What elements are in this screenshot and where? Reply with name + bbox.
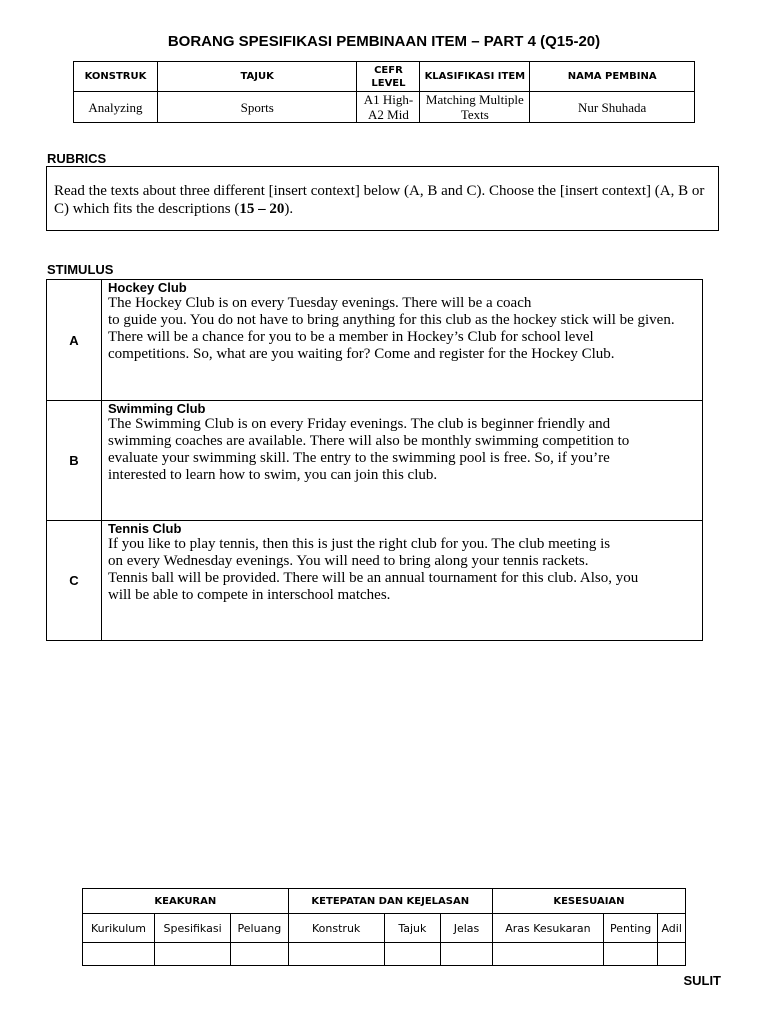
rubrics-heading: RUBRICS <box>47 151 107 166</box>
eval-cell-aras-kesukaran[interactable] <box>492 943 603 966</box>
footer-classification: SULIT <box>683 973 721 988</box>
eval-group-keakuran: KEAKURAN <box>83 889 289 914</box>
spec-header-tajuk: TAJUK <box>157 62 357 92</box>
spec-value-cefr: A1 High-A2 Mid <box>357 92 420 123</box>
eval-criteria-penting: Penting <box>603 914 657 943</box>
club-text-line: will be able to compete in interschool matches. <box>108 587 391 603</box>
stimulus-row-b <box>47 401 703 521</box>
eval-group-kesesuaian: KESESUAIAN <box>492 889 685 914</box>
rubrics-question-range: 15 – 20 <box>239 201 285 217</box>
eval-cell-konstruk[interactable] <box>288 943 384 966</box>
stimulus-heading: STIMULUS <box>47 262 114 277</box>
eval-criteria-spesifikasi: Spesifikasi <box>155 914 231 943</box>
rubrics-box <box>46 166 719 231</box>
club-title-swimming: Swimming Club <box>108 401 206 416</box>
club-text-line: to guide you. You do not have to bring anything for this club as the hockey stick will be given. <box>108 312 675 328</box>
rubrics-text-end: ). <box>284 201 294 217</box>
stimulus-letter-c: C <box>47 521 102 641</box>
eval-cell-tajuk[interactable] <box>384 943 441 966</box>
club-text-line: There will be a chance for you to be a member in Hockey’s Club for school level <box>108 329 594 345</box>
eval-criteria-jelas: Jelas <box>441 914 493 943</box>
club-text-line: evaluate your swimming skill. The entry to the swimming pool is free. So, if you’re <box>108 450 610 466</box>
eval-criteria-tajuk: Tajuk <box>384 914 441 943</box>
eval-cell-peluang[interactable] <box>231 943 289 966</box>
stimulus-table <box>46 279 703 641</box>
eval-criteria-aras-kesukaran: Aras Kesukaran <box>492 914 603 943</box>
club-text-line: on every Wednesday evenings. You will need to bring along your tennis rackets. <box>108 553 589 569</box>
spec-value-klasifikasi: Matching Multiple Texts <box>420 92 530 123</box>
eval-cell-penting[interactable] <box>603 943 657 966</box>
club-text-line: The Hockey Club is on every Tuesday evenings. There will be a coach <box>108 295 532 311</box>
stimulus-text-a <box>102 280 703 401</box>
club-text-line: Tennis ball will be provided. There will be an annual tournament for this club. Also, you <box>108 570 639 586</box>
rubrics-text: Read the texts about three different [insert context] below (A, B and C). Choose the [insert context] (A, B or C) which fits the descriptions ( <box>54 183 705 217</box>
club-title-hockey: Hockey Club <box>108 280 187 295</box>
eval-group-ketepatan: KETEPATAN DAN KEJELASAN <box>288 889 492 914</box>
spec-header-nama-pembina: NAMA PEMBINA <box>530 62 695 92</box>
spec-value-konstruk: Analyzing <box>74 92 158 123</box>
eval-cell-adil[interactable] <box>658 943 686 966</box>
spec-value-row <box>74 92 695 123</box>
stimulus-letter-b: B <box>47 401 102 521</box>
evaluation-criteria-row <box>83 914 686 943</box>
stimulus-letter-a: A <box>47 280 102 401</box>
spec-header-row <box>74 62 695 92</box>
spec-table <box>73 61 695 123</box>
club-text-line: swimming coaches are available. There will also be monthly swimming competition to <box>108 433 630 449</box>
spec-value-nama-pembina: Nur Shuhada <box>530 92 695 123</box>
club-text-line: If you like to play tennis, then this is just the right club for you. The club meeting is <box>108 536 611 552</box>
evaluation-table <box>82 888 686 966</box>
stimulus-row-c <box>47 521 703 641</box>
stimulus-text-c <box>102 521 703 641</box>
club-text-line: interested to learn how to swim, you can join this club. <box>108 467 438 483</box>
club-title-tennis: Tennis Club <box>108 521 182 536</box>
eval-criteria-adil: Adil <box>658 914 686 943</box>
eval-criteria-kurikulum: Kurikulum <box>83 914 155 943</box>
evaluation-entry-row <box>83 943 686 966</box>
eval-cell-spesifikasi[interactable] <box>155 943 231 966</box>
spec-header-klasifikasi: KLASIFIKASI ITEM <box>420 62 530 92</box>
club-text-line: The Swimming Club is on every Friday evenings. The club is beginner friendly and <box>108 416 611 432</box>
spec-header-konstruk: KONSTRUK <box>74 62 158 92</box>
stimulus-text-b <box>102 401 703 521</box>
club-text-line: competitions. So, what are you waiting for? Come and register for the Hockey Club. <box>108 346 615 362</box>
eval-cell-kurikulum[interactable] <box>83 943 155 966</box>
eval-cell-jelas[interactable] <box>441 943 493 966</box>
eval-criteria-peluang: Peluang <box>231 914 289 943</box>
spec-header-cefr: CEFR LEVEL <box>357 62 420 92</box>
evaluation-group-row <box>83 889 686 914</box>
document-title: BORANG SPESIFIKASI PEMBINAAN ITEM – PART 4 (Q15-20) <box>167 33 601 50</box>
stimulus-row-a <box>47 280 703 401</box>
spec-value-tajuk: Sports <box>157 92 357 123</box>
eval-criteria-konstruk: Konstruk <box>288 914 384 943</box>
